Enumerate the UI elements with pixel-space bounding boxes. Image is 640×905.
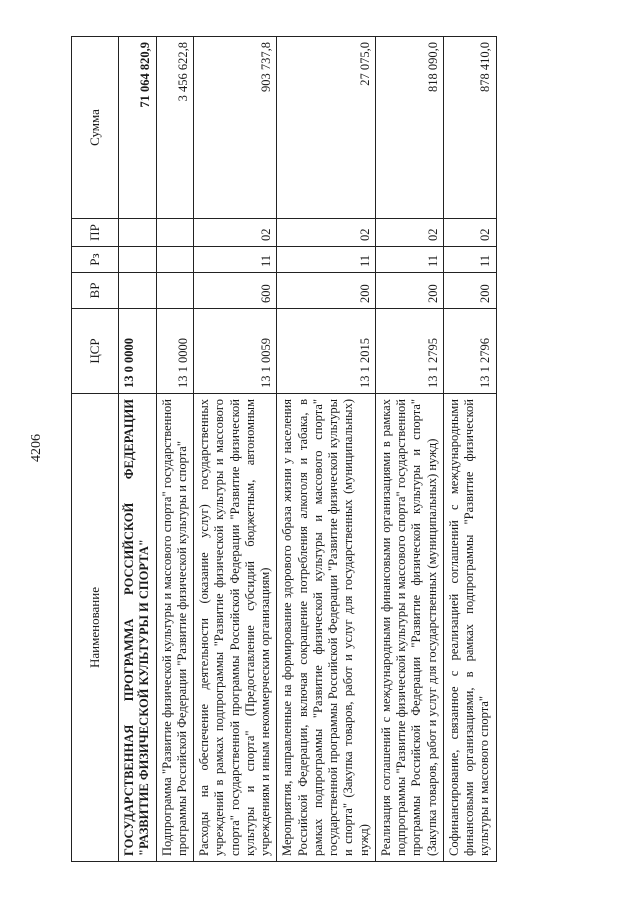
row-rz: 11: [375, 247, 443, 273]
header-rz: Рз: [72, 247, 119, 273]
row-pr: 02: [375, 219, 443, 247]
row-csr: 13 1 2796: [443, 309, 496, 394]
table-header-row: [72, 37, 119, 862]
row-csr: 13 0 0000: [119, 309, 157, 394]
row-name: Расходы на обеспечение деятельности (оказание услуг) государственных учреждений в рамках подпрограммы "Развитие физической культуры и массового спорта" государственной программы Российской Федерации "Развитие физической культуры и спорта" (Предоставление субсидий бюджетным, автономным учреждениям и иным некоммерческим организациям): [194, 394, 277, 862]
header-vr: ВР: [72, 273, 119, 309]
table-row: [156, 37, 194, 862]
row-vr: 200: [375, 273, 443, 309]
row-rz: 11: [194, 247, 277, 273]
row-sum: 818 090,0: [375, 37, 443, 219]
row-csr: 13 1 2015: [277, 309, 376, 394]
row-pr: [156, 219, 194, 247]
row-rz: 11: [443, 247, 496, 273]
table-row: [277, 37, 376, 862]
row-rz: 11: [277, 247, 376, 273]
row-sum: 903 737,8: [194, 37, 277, 219]
row-rz: [119, 247, 157, 273]
row-csr: 13 1 0059: [194, 309, 277, 394]
row-sum: 27 075,0: [277, 37, 376, 219]
row-vr: 200: [277, 273, 376, 309]
table-row: [119, 37, 157, 862]
row-name: Софинансирование, связанное с реализацией соглашений с международными финансовыми организациями, в рамках подпрограммы "Развитие физической культуры и массового спорта": [443, 394, 496, 862]
row-name: Подпрограмма "Развитие физической культуры и массового спорта" государственной программы Российской Федерации "Развитие физической культуры и спорта": [156, 394, 194, 862]
row-rz: [156, 247, 194, 273]
row-name: ГОСУДАРСТВЕННАЯ ПРОГРАММА РОССИЙСКОЙ ФЕДЕРАЦИИ "РАЗВИТИЕ ФИЗИЧЕСКОЙ КУЛЬТУРЫ И СПОРТА": [119, 394, 157, 862]
table-row: [194, 37, 277, 862]
page-number: 4206: [29, 434, 44, 462]
row-name: Мероприятия, направленные на формирование здорового образа жизни у населения Российской Федерации, включая сокращение потребления алкоголя и табака, в рамках подпрограммы "Развитие физической культуры и массового спорта" государственной программы Российской Федерации "Развитие физической культуры и спорта" (Закупка товаров, работ и услуг для государственных (муниципальных) нужд): [277, 394, 376, 862]
row-csr: 13 1 0000: [156, 309, 194, 394]
table-row: [375, 37, 443, 862]
row-csr: 13 1 2795: [375, 309, 443, 394]
row-vr: [119, 273, 157, 309]
rotated-page: [71, 37, 611, 862]
header-name: Наименование: [72, 394, 119, 862]
header-pr: ПР: [72, 219, 119, 247]
row-name: Реализация соглашений с международными финансовыми организациями в рамках подпрограммы "Развитие физической культуры и массового спорта" государственной программы Российской Федерации "Развитие физической культуры и спорта" (Закупка товаров, работ и услуг для государственных (муниципальных) нужд): [375, 394, 443, 862]
row-sum: 878 410,0: [443, 37, 496, 219]
row-sum: 71 064 820,9: [119, 37, 157, 219]
row-pr: 02: [443, 219, 496, 247]
row-vr: 600: [194, 273, 277, 309]
header-sum: Сумма: [72, 37, 119, 219]
header-csr: ЦСР: [72, 309, 119, 394]
budget-table: [71, 36, 497, 862]
row-pr: 02: [277, 219, 376, 247]
row-pr: [119, 219, 157, 247]
row-pr: 02: [194, 219, 277, 247]
row-sum: 3 456 622,8: [156, 37, 194, 219]
row-vr: [156, 273, 194, 309]
row-vr: 200: [443, 273, 496, 309]
table-row: [443, 37, 496, 862]
